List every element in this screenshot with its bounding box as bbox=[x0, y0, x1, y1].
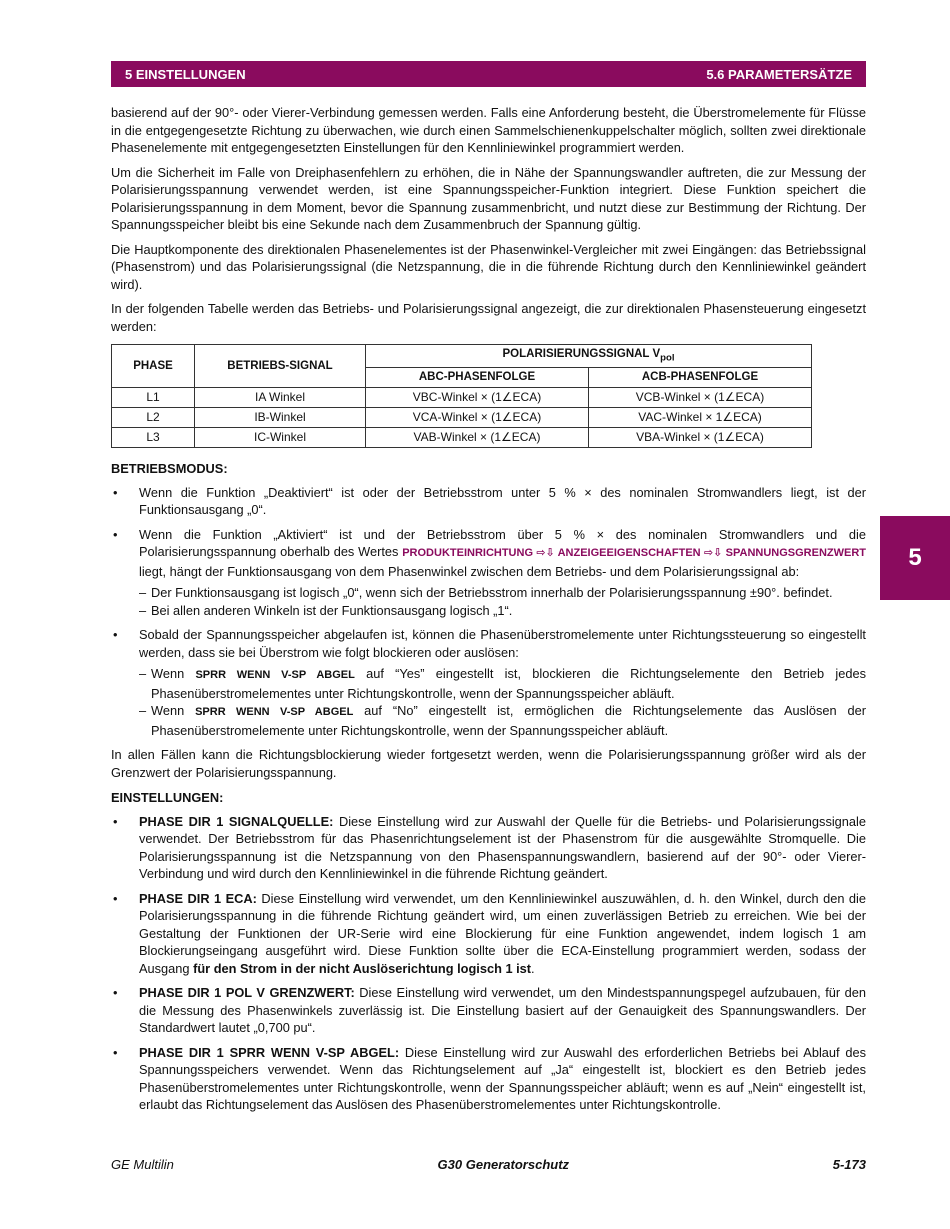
bullet-dot: • bbox=[113, 627, 118, 643]
col-betriebs: BETRIEBS-SIGNAL bbox=[195, 345, 366, 388]
dash-mark: – bbox=[139, 602, 147, 618]
sub-text: Der Funktionsausgang ist logisch „0“, wenn sich der Betriebsstrom innerhalb der Polarisierungsspannung ±90°. befindet. bbox=[151, 585, 833, 601]
bullet-text: liegt, hängt der Funktionsausgang von dem Phasenwinkel zwischen dem Betriebs- und dem Polarisierungssignal ab: bbox=[139, 563, 800, 579]
paragraph: In der folgenden Tabelle werden das Betriebs- und Polarisierungssignal angezeigt, die zur direktionalen Phasensteuerung eingesetzt werden: bbox=[111, 301, 866, 334]
col-pol-sub: pol bbox=[660, 352, 675, 364]
paragraph: basierend auf der 90°- oder Vierer-Verbindung gemessen werden. Falls eine Anforderung besteht, die Überstromelemente für Flüsse in die entgegengesetzte Richtung zu überwachen, wie durch einen Sammelschienenkuppelschalter möglich, sollten zwei direktionale Phasenelemente mit entgegengesetzten Einstellungen für den Kennliniewinkel programmiert werden. bbox=[111, 105, 866, 155]
setting-text: . bbox=[531, 960, 535, 976]
dash-mark: – bbox=[139, 666, 147, 682]
menu-path-link[interactable]: PRODUKTEINRICHTUNG ⇨⇩ ANZEIGEEIGENSCHAFTEN ⇨⇩ SPANNUNGSGRENZWERT bbox=[402, 547, 866, 560]
setting-code: SPRR WENN V-SP ABGEL bbox=[195, 669, 355, 682]
list-item bbox=[111, 813, 866, 883]
cell-phase: L3 bbox=[112, 428, 195, 448]
sub-list-item bbox=[139, 702, 866, 739]
col-abc: ABC-PHASENFOLGE bbox=[366, 368, 589, 388]
cell-acb: VBA-Winkel × (1∠ECA) bbox=[589, 428, 812, 448]
list-item bbox=[111, 1044, 866, 1114]
cell-signal: IA Winkel bbox=[195, 388, 366, 408]
page-header bbox=[111, 61, 866, 87]
col-phase: PHASE bbox=[112, 345, 195, 388]
sub-text: Wenn bbox=[151, 703, 196, 719]
cell-phase: L2 bbox=[112, 408, 195, 428]
table-row bbox=[112, 388, 812, 408]
cell-signal: IB-Winkel bbox=[195, 408, 366, 428]
cell-acb: VAC-Winkel × 1∠ECA) bbox=[589, 408, 812, 428]
setting-code: SPRR WENN V-SP ABGEL bbox=[195, 706, 354, 719]
paragraph: Die Hauptkomponente des direktionalen Phasenelementes ist der Phasenwinkel-Vergleicher mit zwei Eingängen: das Betriebssignal (Phasenstrom) und das Polarisierungssignal (die Netzspannung, die in die führende Richtung durch den Kennliniewinkel geändert wird). bbox=[111, 241, 866, 292]
sub-list bbox=[139, 584, 866, 619]
bullet-text: Sobald der Spannungsspeicher abgelaufen ist, können die Phasenüberstromelemente unter Richtungssteuerung so eingestellt werden, dass sie bei Überstrom wie folgt blockieren oder auslösen: bbox=[139, 627, 866, 660]
paragraph: Um die Sicherheit im Falle von Dreiphasenfehlern zu erhöhen, die in Nähe der Spannungswandler auftreten, die zur Messung der Polarisierungsspannung verwendet werden, ist eine Spannungsspeicher-Funktion integriert. Diese Funktion speichert die Polarisierungsspannung in dem Moment, bevor die Spannung zusammenbricht, und nutzt diese zur Bestimmung der Richtung. Der Spannungsspeicher bleibt bis eine Sekunde nach dem Zusammenbruch der Spannung gültig. bbox=[111, 164, 866, 232]
table-header-row bbox=[112, 345, 812, 368]
cell-abc: VBC-Winkel × (1∠ECA) bbox=[366, 388, 589, 408]
setting-text: Diese Einstellung wird verwendet, um den Kennliniewinkel auszuwählen, d. h. den Winkel, durch den die Polarisierungsspannung in die führende Richtung geändert wird, um einen zuverlässigen Betrieb zu erreichen. Wie bei der Gestaltung der Funktionen der UR-Serie wird eine Blockierung für eine Funktion angewendet, indem logisch 1 am Blockierungseingang ausgeführt wird. Diese Funktion sollte über die ECA-Einstellung programmiert werden, sodass der Ausgang bbox=[139, 890, 866, 976]
header-chapter: 5 EINSTELLUNGEN bbox=[125, 66, 246, 82]
list-item bbox=[111, 484, 866, 519]
setting-text: Diese Einstellung wird zur Auswahl der Quelle für die Betriebs- und Polarisierungssignale verwendet. Der Betriebsstrom für das Phasenrichtungselement ist der Phasenstrom für die ausgewählte Stromquelle. Die Polarisierungsspannung ist die Netzspannung von den Phasenspannungswandlern, basierend auf der 90°- oder Vierer-Verbindung und wird durch den Kennliniewinkel in die führende Richtung geändert. bbox=[139, 813, 866, 882]
sub-list-item bbox=[139, 602, 866, 620]
chapter-tab: 5 bbox=[880, 516, 950, 600]
table-row bbox=[112, 408, 812, 428]
heading-betriebsmodus: BETRIEBSMODUS: bbox=[111, 461, 228, 477]
cell-abc: VAB-Winkel × (1∠ECA) bbox=[366, 428, 589, 448]
list-item bbox=[111, 890, 866, 978]
cell-acb: VCB-Winkel × (1∠ECA) bbox=[589, 388, 812, 408]
dash-mark: – bbox=[139, 703, 147, 719]
setting-text: Diese Einstellung wird zur Auswahl des erforderlichen Betriebs bei Ablauf des Spannungsspeichers verwendet. Wenn das Richtungselement auf „Ja“ eingestellt ist, blockiert es den Betrieb jedes Phasenüberstromelementes unter Richtungskontrolle, wenn der Spannungsspeicher abläuft; wenn es auf „Nein“ eingestellt ist, erlaubt das Richtungselement das Auslösen des Phasenüberstromelementes unter Richtungskontrolle. bbox=[139, 1044, 867, 1113]
list-item bbox=[111, 626, 866, 739]
sub-text: Wenn bbox=[151, 666, 196, 682]
sub-list-item bbox=[139, 584, 866, 602]
table-row bbox=[112, 428, 812, 448]
footer-company: GE Multilin bbox=[111, 1157, 174, 1172]
sub-text: Bei allen anderen Winkeln ist der Funktionsausgang logisch „1“. bbox=[151, 602, 513, 618]
bullet-dot: • bbox=[113, 890, 118, 906]
paragraph: In allen Fällen kann die Richtungsblockierung wieder fortgesetzt werden, wenn die Polarisierungsspannung größer wird als der Grenzwert der Polarisierungsspannung. bbox=[111, 747, 866, 780]
setting-label: PHASE DIR 1 POL V GRENZWERT: bbox=[139, 985, 355, 1001]
bullet-dot: • bbox=[113, 813, 118, 829]
setting-label: PHASE DIR 1 ECA: bbox=[139, 890, 257, 906]
footer-product: G30 Generatorschutz bbox=[437, 1157, 570, 1172]
setting-label: PHASE DIR 1 SIGNALQUELLE: bbox=[139, 813, 334, 829]
setting-label: PHASE DIR 1 SPRR WENN V-SP ABGEL: bbox=[139, 1044, 400, 1060]
list-item bbox=[111, 526, 866, 620]
cell-phase: L1 bbox=[112, 388, 195, 408]
page-body bbox=[111, 104, 866, 1121]
setting-emphasis: für den Strom in der nicht Auslöserichtung logisch 1 ist bbox=[193, 960, 532, 976]
sub-list-item bbox=[139, 665, 866, 702]
bullet-dot: • bbox=[113, 526, 118, 542]
bullet-dot: • bbox=[113, 985, 118, 1001]
signal-table bbox=[111, 344, 812, 448]
dash-mark: – bbox=[139, 585, 147, 601]
bullet-text: Wenn die Funktion „Deaktiviert“ ist oder der Betriebsstrom unter 5 % × des nominalen Stromwandlers liegt, ist der Funktionsausgang „0“. bbox=[139, 484, 866, 518]
footer-page-number: 5-173 bbox=[832, 1157, 866, 1172]
bullet-dot: • bbox=[113, 1044, 118, 1060]
list-item bbox=[111, 984, 866, 1037]
setting-text: Diese Einstellung wird verwendet, um den Mindestspannungspegel aufzubauen, für den die Messung des Phasenwinkels zuverlässig ist. Die Einstellung basiert auf der Genauigkeit des Spannungswandlers. Der Standardwert lautet „0,700 pu“. bbox=[139, 985, 866, 1036]
sub-list bbox=[139, 665, 866, 739]
bullet-dot: • bbox=[113, 484, 118, 500]
header-section: 5.6 PARAMETERSÄTZE bbox=[706, 66, 852, 82]
bullet-text: Wenn die Funktion „Aktiviert“ ist und der Betriebsstrom über 5 % × des nominalen Stromwandlers und die Polarisierungsspannung oberhalb des Wertes bbox=[139, 526, 866, 560]
col-pol-label: POLARISIERUNGSSIGNAL V bbox=[502, 348, 661, 360]
heading-einstellungen: EINSTELLUNGEN: bbox=[111, 790, 224, 806]
cell-abc: VCA-Winkel × (1∠ECA) bbox=[366, 408, 589, 428]
cell-signal: IC-Winkel bbox=[195, 428, 366, 448]
sub-text: auf “No” eingestellt ist, ermöglichen die Richtungselemente das Auslösen der Phasenüberstromelemente unter Richtungskontrolle, wenn der Spannungsspeicher abläuft. bbox=[151, 703, 867, 738]
col-polarisierung bbox=[366, 345, 812, 368]
col-acb: ACB-PHASENFOLGE bbox=[589, 368, 812, 388]
page-footer bbox=[111, 1157, 866, 1172]
sub-text: auf “Yes” eingestellt ist, blockieren die Richtungselemente den Betrieb jedes Phasenüberstromelementes unter Richtungskontrolle, wenn der Spannungsspeicher abläuft. bbox=[151, 666, 866, 701]
